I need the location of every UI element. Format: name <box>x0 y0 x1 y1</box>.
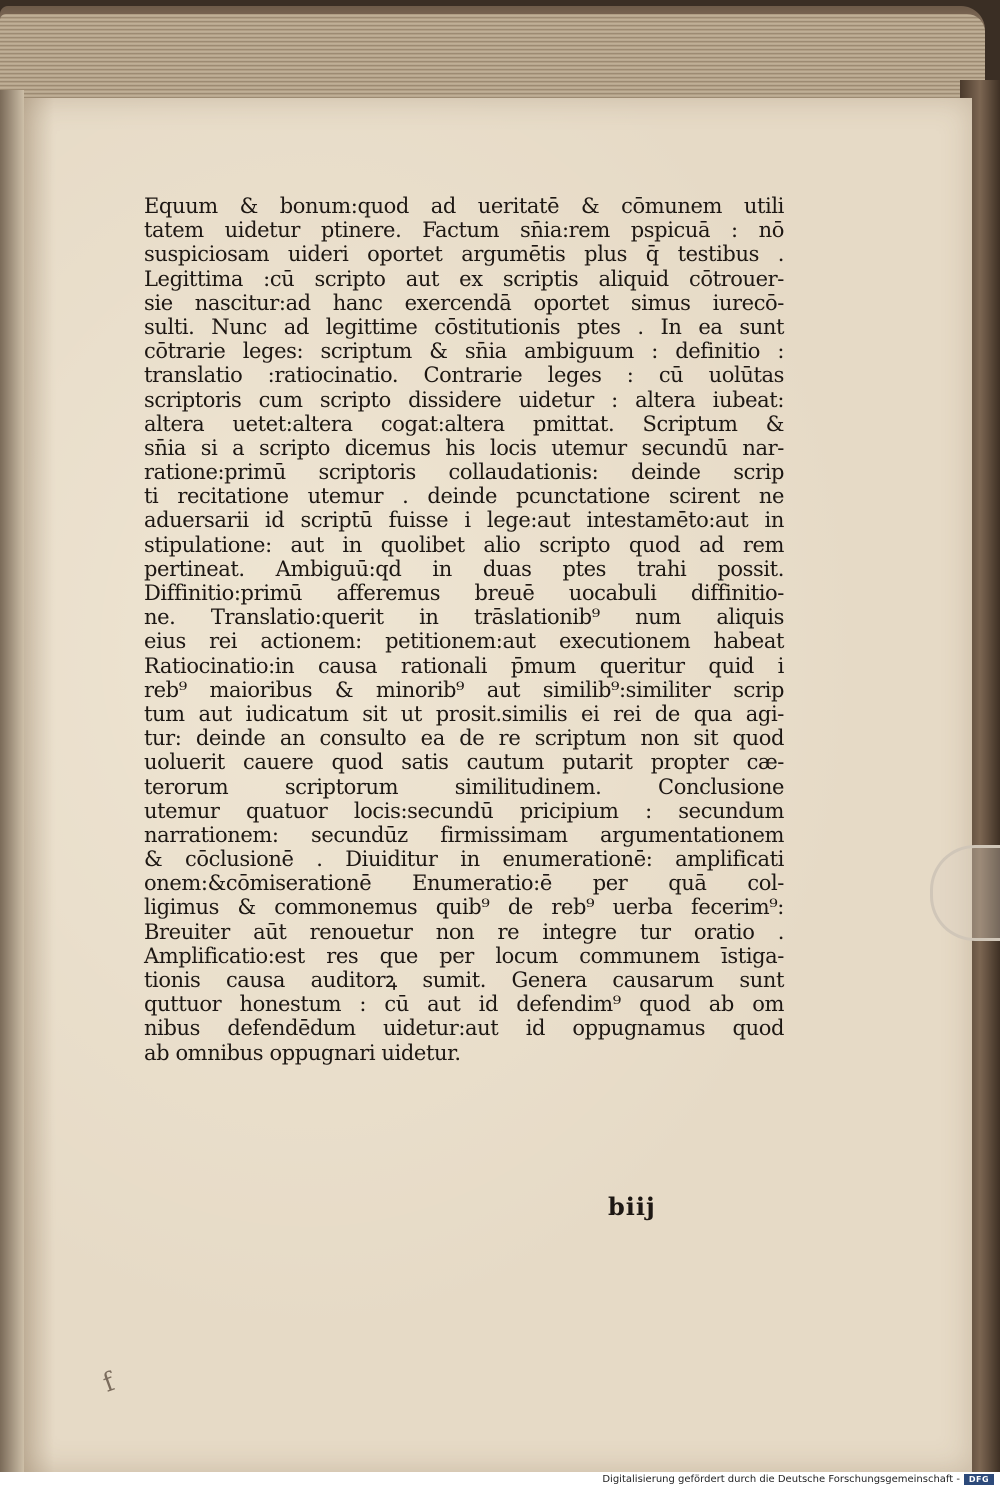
text-line: terorum scriptorum similitudinem. Conclusione <box>144 774 784 799</box>
text-line: ratione:primū scriptoris collaudationis: deinde scrip <box>144 460 784 485</box>
text-line: cōtrarie leges: scriptum & sn̄ia ambiguum : definitio : <box>144 339 784 364</box>
dfg-logo-icon: DFG <box>964 1474 994 1485</box>
footer-bar <box>0 1472 1000 1488</box>
text-line: Equum & bonum:quod ad ueritatē & cōmunem utili <box>144 194 784 218</box>
text-line: stipulatione: aut in quolibet alio scripto quod ad rem <box>144 532 784 557</box>
book-page <box>24 98 972 1472</box>
text-line: scriptoris cum scripto dissidere uidetur : altera iubeat: <box>144 387 784 412</box>
signature-mark: biij <box>608 1192 656 1221</box>
text-line: translatio :ratiocinatio. Contrarie leges : cū uolūtas <box>144 363 784 388</box>
text-line: ne. Translatio:querit in trāslationib⁹ num aliquis <box>144 605 784 630</box>
text-line: sie nascitur:ad hanc exercendā oportet simus iurecō- <box>144 290 784 315</box>
text-line: sn̄ia si a scripto dicemus his locis utemur secundū nar- <box>144 435 784 460</box>
left-page-edge <box>0 90 24 1472</box>
text-line: nibus defendēdum uidetur:aut id oppugnamus quod <box>144 1016 784 1041</box>
text-line: tum aut iudicatum sit ut prosit.similis ei rei de qua agi- <box>144 701 784 726</box>
text-line: utemur quatuor locis:secundū pricipium : secundum <box>144 798 784 823</box>
text-line: reb⁹ maioribus & minorib⁹ aut similib⁹:similiter scrip <box>144 677 784 702</box>
text-line: ti recitatione utemur . deinde pcunctatione scirent ne <box>144 484 784 509</box>
text-line: Amplificatio:est res que per locum communem īstiga- <box>144 943 784 968</box>
text-line: Diffinitio:primū afferemus breuē uocabuli diffinitio- <box>144 581 784 605</box>
text-line: altera uetet:altera cogat:altera pmittat. Scriptum & <box>144 411 784 436</box>
text-line: ab omnibus oppugnari uidetur. <box>144 1040 461 1065</box>
text-line: suspiciosam uideri oportet argumētis plus q̄ testibus . <box>144 242 784 267</box>
text-line: Ratiocinatio:in causa rationali p̄mum queritur quid i <box>144 653 784 678</box>
text-line: narrationem: secundūz firmissimam argumentationem <box>144 822 784 847</box>
text-line: tatem uidetur ptinere. Factum sn̄ia:rem pspicuā : nō <box>144 218 784 243</box>
text-line: pertineat. Ambiguū:qd in duas ptes trahi possit. <box>144 556 784 581</box>
text-line: quttuor honestum : cū aut id defendim⁹ quod ab om <box>144 992 784 1017</box>
text-line: eius rei actionem: petitionem:aut executionem habeat <box>144 629 784 654</box>
page-edges <box>0 14 985 104</box>
pencil-mark: f <box>99 1367 119 1399</box>
text-line: onem:&cōmiserationē Enumeratio:ē per quā col- <box>144 871 784 896</box>
text-line: uoluerit cauere quod satis cautum putarit propter cæ- <box>144 750 784 775</box>
text-line: tur: deinde an consulto ea de re scriptum non sit quod <box>144 726 784 751</box>
text-line: sulti. Nunc ad legittime cōstitutionis ptes . In ea sunt <box>144 314 784 339</box>
footer-credit: Digitalisierung gefördert durch die Deutsche Forschungsgemeinschaft - <box>602 1474 960 1485</box>
page-text-block <box>144 194 784 1065</box>
text-line: ligimus & commonemus quib⁹ de reb⁹ uerba fecerim⁹: <box>144 895 784 920</box>
text-line: Legittima :cū scripto aut ex scriptis aliquid cōtrouer- <box>144 266 784 291</box>
text-line: Breuiter aūt renouetur non re integre tur oratio . <box>144 919 784 944</box>
text-line: aduersarii id scriptū fuisse i lege:aut intestamēto:aut in <box>144 508 784 533</box>
text-line: tionis causa auditorꝝ sumit. Genera causarum sunt <box>144 968 784 992</box>
text-line: & cōclusionē . Diuiditur in enumerationē: amplificati <box>144 847 784 872</box>
